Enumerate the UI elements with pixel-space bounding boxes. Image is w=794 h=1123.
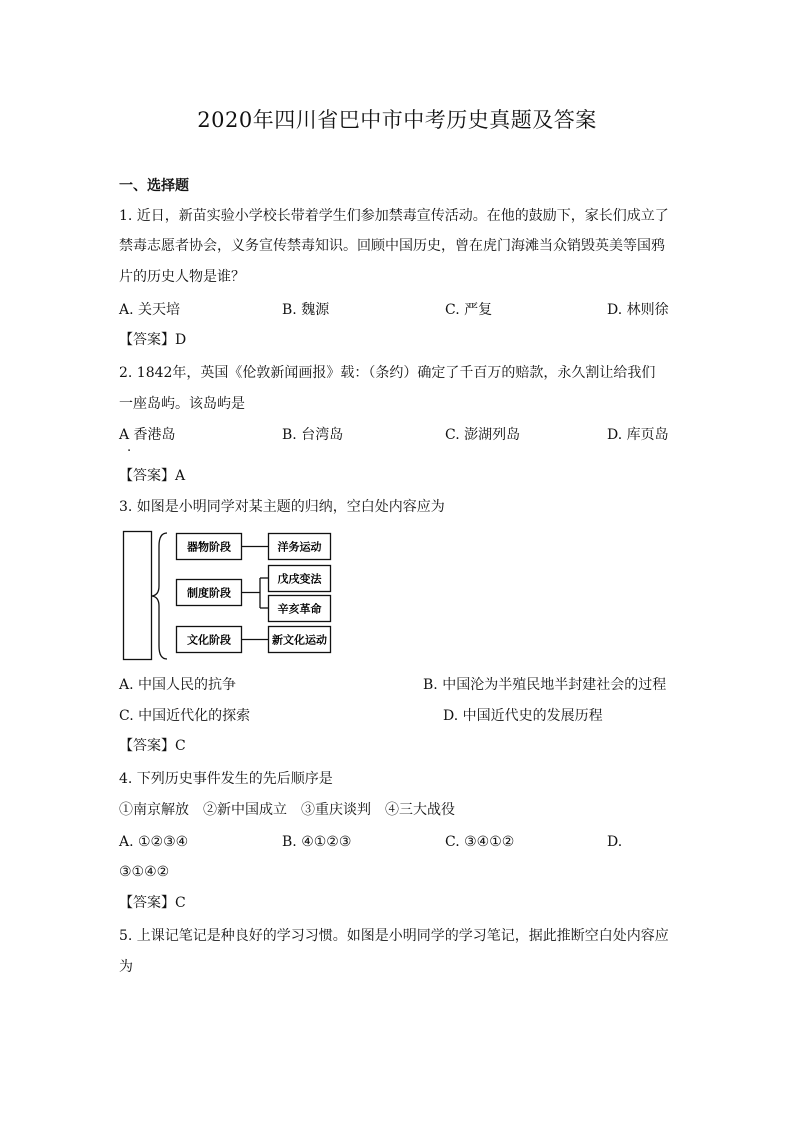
q1-line-2: 禁毒志愿者协会，义务宣传禁毒知识。回顾中国历史，曾在虎门海滩当众销毁英美等国鸦 [119,238,665,254]
q2-option-b: B. 台湾岛 [282,427,344,443]
q4-answer: 【答案】C [119,895,186,911]
q3-line-1: 3. 如图是小明同学对某主题的归纳，空白处内容应为 [119,499,445,515]
section-heading: 一、选择题 [119,178,189,194]
q2-option-a-mark: . [127,440,132,455]
q2-line-1: 2. 1842年，英国《伦敦新闻画报》载：（条约）确定了千百万的赔款，永久割让给我们 [119,365,656,381]
brace-icon [152,533,167,659]
q2-option-c: C. 澎湖列岛 [445,427,521,443]
q4-option-b: B. ④①②③ [282,834,352,850]
q1-option-c: C. 严复 [445,302,493,318]
q4-option-c: C. ③④①② [445,834,515,850]
q4-line-2: ①南京解放 ②新中国成立 ③重庆谈判 ④三大战役 [119,802,455,818]
q1-answer: 【答案】D [119,332,187,348]
event-label-4: 新文化运动 [272,633,327,647]
q4-option-d-continued: ③①④② [119,864,170,880]
q1-option-a: A. 关天培 [119,302,181,318]
q5-line-1: 5. 上课记笔记是种良好的学习习惯。如图是小明同学的学习笔记，据此推断空白处内容应 [119,928,669,944]
blank-box [124,532,152,660]
q2-answer: 【答案】A [119,468,186,484]
q1-line-3: 片的历史人物是谁？ [119,269,245,285]
modernization-diagram [119,528,339,664]
q3-option-a: A. 中国人民的抗争 [119,677,237,693]
q2-line-2: 一座岛屿。该岛屿是 [119,396,245,412]
q1-line-1: 1. 近日，新苗实验小学校长带着学生们参加禁毒宣传活动。在他的鼓励下，家长们成立了 [119,208,669,224]
q1-option-d: D. 林则徐 [607,302,669,318]
q3-option-c: C. 中国近代化的探索 [119,708,251,724]
q3-option-b: B. 中国沦为半殖民地半封建社会的过程 [423,677,667,693]
stage-label-2: 制度阶段 [187,586,231,600]
page-title: 2020年四川省巴中市中考历史真题及答案 [197,108,597,132]
q2-option-a: A 香港岛 [119,427,176,443]
q3-answer: 【答案】C [119,738,186,754]
event-label-2: 戊戌变法 [277,572,322,586]
q3-option-d: D. 中国近代史的发展历程 [443,708,603,724]
q4-option-a: A. ①②③④ [119,834,189,850]
q4-line-1: 4. 下列历史事件发生的先后顺序是 [119,771,333,787]
stage-label-3: 文化阶段 [187,633,231,647]
q2-option-d: D. 库页岛 [607,427,669,443]
event-label-1: 洋务运动 [277,540,322,554]
q1-option-b: B. 魏源 [282,302,330,318]
q4-option-d: D. [607,834,623,850]
q5-line-2: 为 [119,959,133,975]
event-label-3: 辛亥革命 [277,602,322,616]
stage-label-1: 器物阶段 [187,540,231,554]
